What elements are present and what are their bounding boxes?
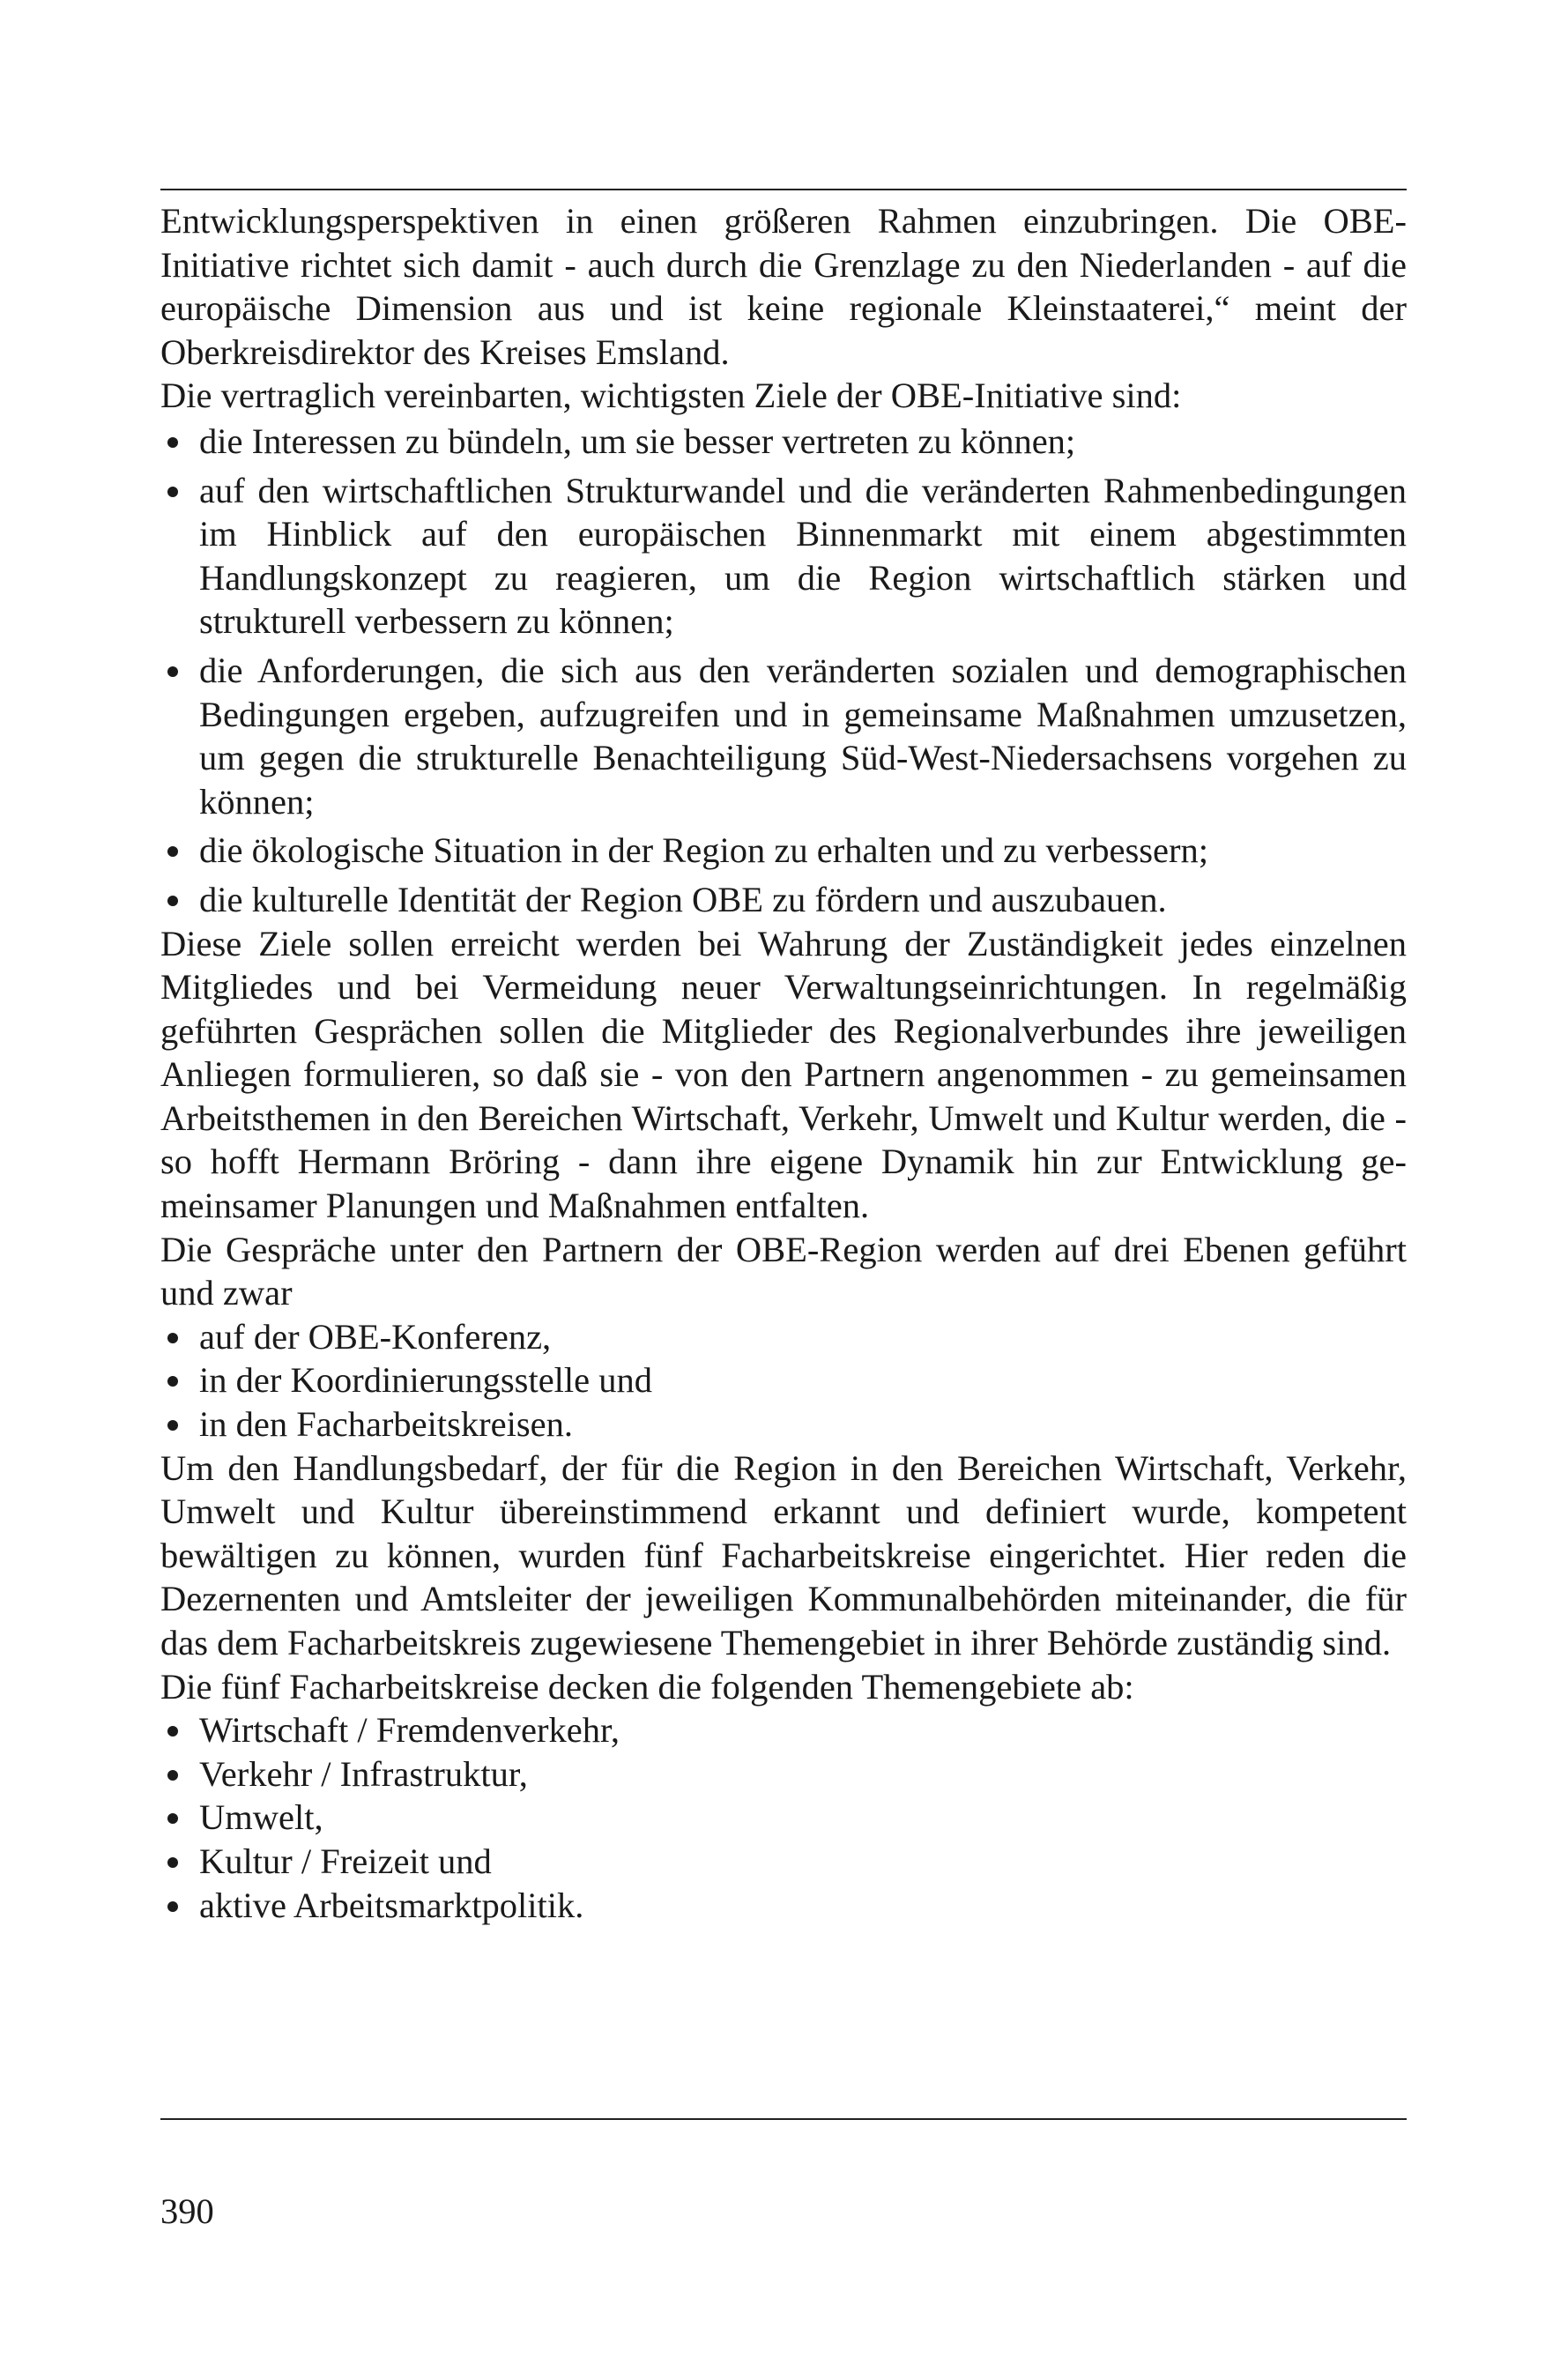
list-item: auf der OBE-Konferenz, (160, 1315, 1407, 1359)
footer-rule (160, 2118, 1407, 2120)
list-item: Kultur / Freizeit und (160, 1840, 1407, 1884)
paragraph-4: Die Gespräche unter den Partnern der OBE-Region werden auf drei Ebenen geführt und zwar (160, 1229, 1407, 1313)
list-item: in der Koordinierungsstelle und (160, 1358, 1407, 1402)
page-body (160, 199, 1407, 1927)
goals-list (160, 420, 1407, 922)
levels-list (160, 1315, 1407, 1447)
page-number: 390 (160, 2191, 214, 2231)
list-item: aktive Arbeitsmarktpolitik. (160, 1884, 1407, 1928)
paragraph-5: Um den Handlungsbedarf, der für die Region in den Bereichen Wirtschaft, Verkehr, Umwelt und Kultur übereinstimmend erkannt und definiert wurde, kompetent bewältigen zu können, wurden fünf Facharbeitskreise eingerichtet. Hier reden die Dezernenten und Amtsleiter der jeweiligen Kommunalbehörden miteinander, die für das dem Facharbeitskreis zugewiesene Themengebiet in ihrer Behörde zuständig sind. (160, 1447, 1407, 1662)
list-item: die kulturelle Identität der Region OBE zu fördern und auszubauen. (160, 878, 1407, 922)
header-rule (160, 189, 1407, 190)
list-item: Umwelt, (160, 1796, 1407, 1840)
list-item: die ökologische Situation in der Region zu erhalten und zu verbessern; (160, 829, 1407, 873)
paragraph-6: Die fünf Facharbeitskreise decken die folgenden Themengebiete ab: (160, 1666, 1134, 1707)
list-item: die Anforderungen, die sich aus den veränderten sozialen und demographischen Bedingungen ergeben, aufzugreifen und in gemeinsame Maßnahmen umzusetzen, um gegen die strukturelle Benachteiligung Süd-West-Niedersachsens vorgehen zu können; (160, 649, 1407, 823)
list-item: auf den wirtschaftlichen Strukturwandel und die veränderten Rahmenbedingungen im Hinblick auf den europäischen Binnenmarkt mit einem abgestimmten Handlungskonzept zu reagieren, um die Region wirtschaftlich stärken und strukturell verbessern zu können; (160, 469, 1407, 643)
paragraph-1: Entwicklungsperspektiven in einen größeren Rahmen einzubringen. Die OBE-Initiative richtet sich damit - auch durch die Grenzlage zu den Niederlanden - auf die europäische Dimension aus und ist keine regionale Kleinstaaterei,“ meint der Oberkreisdirektor des Kreises Emsland. (160, 201, 1407, 372)
paragraph-2: Die vertraglich vereinbarten, wichtigsten Ziele der OBE-Initiative sind: (160, 376, 1182, 416)
list-item: Wirtschaft / Fremdenverkehr, (160, 1708, 1407, 1752)
list-item: in den Facharbeitskreisen. (160, 1402, 1407, 1447)
topics-list (160, 1708, 1407, 1927)
paragraph-3: Diese Ziele sollen erreicht werden bei Wahrung der Zuständigkeit jedes einzelnen Mitgliedes und bei Vermeidung neuer Verwaltungseinrichtungen. In regelmäßig geführten Gesprächen sollen die Mitglieder des Regionalverbundes ihre jeweiligen Anliegen formulieren, so daß sie - von den Partnern angenommen - zu gemeinsamen Arbeitsthemen in den Bereichen Wirtschaft, Verkehr, Umwelt und Kultur werden, die - so hofft Hermann Bröring - dann ihre eigene Dynamik hin zur Entwicklung gemeinsamer Planungen und Maßnahmen entfalten. (160, 923, 1407, 1226)
list-item: Verkehr / Infrastruktur, (160, 1752, 1407, 1796)
list-item: die Interessen zu bündeln, um sie besser vertreten zu können; (160, 420, 1407, 464)
